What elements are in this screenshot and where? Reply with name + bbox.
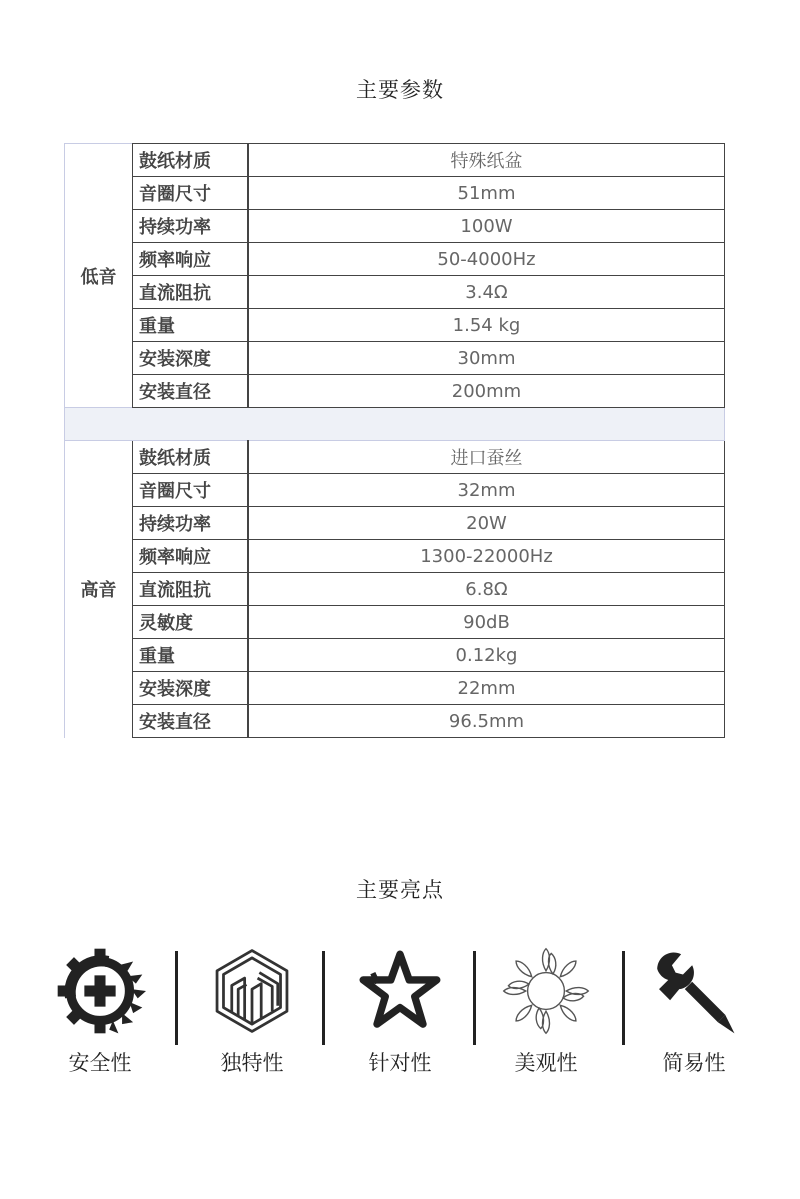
table-row [65, 375, 725, 408]
row-value: 1.54 kg [248, 309, 725, 342]
row-label: 音圈尺寸 [133, 474, 249, 507]
row-value: 90dB [248, 606, 725, 639]
group-label-low: 低音 [65, 144, 133, 408]
feature-label: 针对性 [368, 1051, 432, 1075]
row-value: 200mm [248, 375, 725, 408]
features-row [0, 945, 800, 1095]
gear-plus-icon [54, 945, 146, 1037]
row-label: 灵敏度 [133, 606, 249, 639]
row-value: 22mm [248, 672, 725, 705]
row-label: 音圈尺寸 [133, 177, 249, 210]
spacer-cell [65, 408, 725, 441]
row-value: 100W [248, 210, 725, 243]
highlights-title: 主要亮点 [356, 878, 444, 902]
group-label-high: 高音 [65, 441, 133, 738]
row-label: 鼓纸材质 [133, 144, 249, 177]
params-title: 主要参数 [356, 78, 444, 102]
table-row [65, 507, 725, 540]
spacer-row [65, 408, 725, 441]
table-row [65, 540, 725, 573]
spec-table [64, 143, 725, 738]
feature-label: 简易性 [662, 1051, 726, 1075]
row-label: 持续功率 [133, 210, 249, 243]
table-row [65, 243, 725, 276]
table-row [65, 705, 725, 738]
row-label: 重量 [133, 309, 249, 342]
table-row [65, 276, 725, 309]
row-label: 安装深度 [133, 342, 249, 375]
flower-icon [500, 945, 592, 1037]
feature-targeted [330, 945, 470, 1077]
row-value: 32mm [248, 474, 725, 507]
row-value: 20W [248, 507, 725, 540]
feature-safety [30, 945, 170, 1077]
row-value: 50-4000Hz [248, 243, 725, 276]
row-label: 重量 [133, 639, 249, 672]
row-value: 51mm [248, 177, 725, 210]
row-value: 30mm [248, 342, 725, 375]
table-row [65, 639, 725, 672]
row-label: 安装直径 [133, 375, 249, 408]
row-label: 安装直径 [133, 705, 249, 738]
row-label: 直流阻抗 [133, 276, 249, 309]
row-label: 安装深度 [133, 672, 249, 705]
row-value: 96.5mm [248, 705, 725, 738]
row-label: 鼓纸材质 [133, 441, 249, 474]
table-row [65, 342, 725, 375]
row-label: 持续功率 [133, 507, 249, 540]
table-row [65, 672, 725, 705]
table-row [65, 309, 725, 342]
row-value: 3.4Ω [248, 276, 725, 309]
table-row [65, 474, 725, 507]
table-row [65, 210, 725, 243]
hexagon-icon [206, 945, 298, 1037]
row-value: 6.8Ω [248, 573, 725, 606]
row-label: 频率响应 [133, 540, 249, 573]
feature-label: 独特性 [220, 1051, 284, 1075]
table-row [65, 573, 725, 606]
divider [322, 951, 325, 1045]
table-row [65, 177, 725, 210]
table-row [65, 606, 725, 639]
feature-aesthetic [476, 945, 616, 1077]
row-value: 0.12kg [248, 639, 725, 672]
row-label: 直流阻抗 [133, 573, 249, 606]
row-value: 特殊纸盆 [248, 144, 725, 177]
star-icon [354, 945, 446, 1037]
wrench-icon [648, 945, 740, 1037]
row-label: 频率响应 [133, 243, 249, 276]
table-row [65, 441, 725, 474]
row-value: 1300-22000Hz [248, 540, 725, 573]
table-row [65, 144, 725, 177]
divider [175, 951, 178, 1045]
feature-label: 美观性 [514, 1051, 578, 1075]
row-value: 进口蚕丝 [248, 441, 725, 474]
feature-unique [182, 945, 322, 1077]
feature-simple [624, 945, 764, 1077]
feature-label: 安全性 [68, 1051, 132, 1075]
